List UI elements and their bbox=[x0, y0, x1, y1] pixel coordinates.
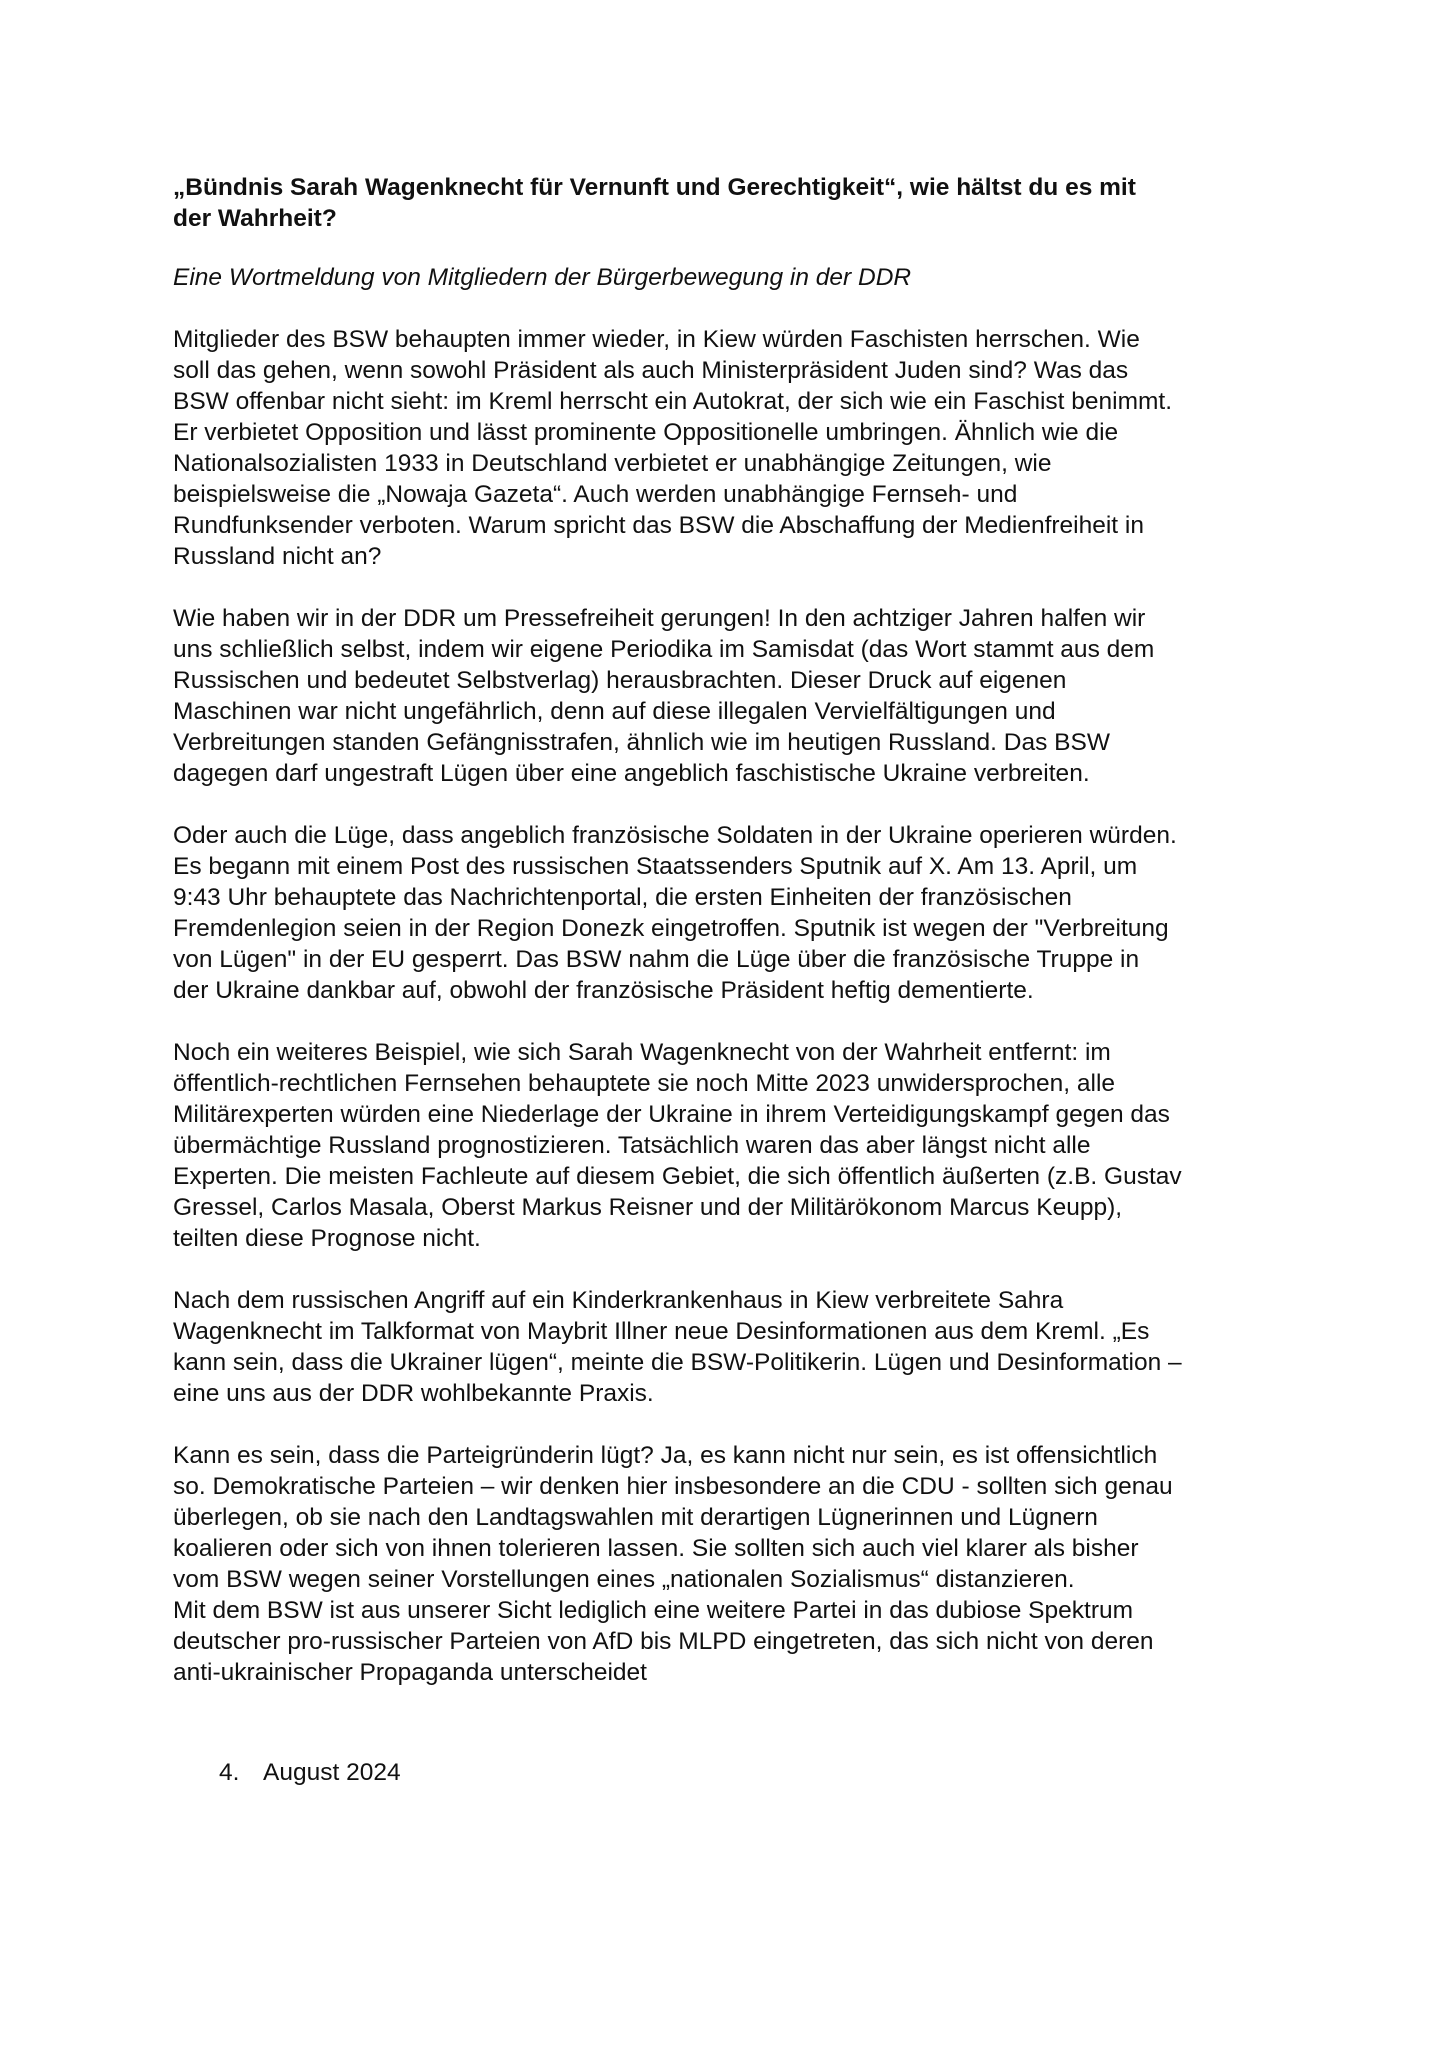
date-text: August 2024 bbox=[263, 1759, 401, 1786]
paragraph-1: Mitglieder des BSW behaupten immer wieder, in Kiew würden Faschisten herrschen. Wie soll das gehen, wenn sowohl Präsident als auch Ministerpräsident Juden sind? Was das BSW offenbar nicht sieht: im Kreml herrscht ein Autokrat, der sich wie ein Faschist benimmt. Er verbietet Opposition und lässt prominente Oppositionelle umbringen. Ähnlich wie die Nationalsozialisten 1933 in Deutschland verbietet er unabhängige Zeitungen, wie beispielsweise die „Nowaja Gazeta“. Auch werden unabhängige Fernseh- und Rundfunksender verboten. Warum spricht das BSW die Abschaffung der Medienfreiheit in Russland nicht an? bbox=[173, 326, 1172, 570]
paragraph-2: Wie haben wir in der DDR um Pressefreiheit gerungen! In den achtziger Jahren halfen wir uns schließlich selbst, indem wir eigene Periodika im Samisdat (das Wort stammt aus dem Russischen und bedeutet Selbstverlag) herausbrachten. Dieser Druck auf eigenen Maschinen war nicht ungefährlich, denn auf diese illegalen Vervielfältigungen und Verbreitungen standen Gefängnisstrafen, ähnlich wie im heutigen Russland. Das BSW dagegen darf ungestraft Lügen über eine angeblich faschistische Ukraine verbreiten. bbox=[173, 605, 1155, 787]
document-page bbox=[173, 172, 1298, 1688]
paragraph-5: Nach dem russischen Angriff auf ein Kinderkrankenhaus in Kiew verbreitete Sahra Wagenknecht im Talkformat von Maybrit Illner neue Desinformationen aus dem Kreml. „Es kann sein, dass die Ukrainer lügen“, meinte die BSW-Politikerin. Lügen und Desinformation – eine uns aus der DDR wohlbekannte Praxis. bbox=[173, 1287, 1182, 1407]
paragraph-3: Oder auch die Lüge, dass angeblich französische Soldaten in der Ukraine operieren würden. Es begann mit einem Post des russischen Staatssenders Sputnik auf X. Am 13. April, um 9:43 Uhr behauptete das Nachrichtenportal, die ersten Einheiten der französischen Fremdenlegion seien in der Region Donezk eingetroffen. Sputnik ist wegen der "Verbreitung von Lügen" in der EU gesperrt. Das BSW nahm die Lüge über die französische Truppe in der Ukraine dankbar auf, obwohl der französische Präsident heftig dementierte. bbox=[173, 822, 1177, 1004]
paragraph-6: Kann es sein, dass die Parteigründerin lügt? Ja, es kann nicht nur sein, es ist offensichtlich so. Demokratische Parteien – wir denken hier insbesondere an die CDU - sollten sich genau überlegen, ob sie nach den Landtagswahlen mit derartigen Lügnerinnen und Lügnern koalieren oder sich von ihnen tolerieren lassen. Sie sollten sich auch viel klarer als bisher vom BSW wegen seiner Vorstellungen eines „nationalen Sozialismus“ distanzieren. bbox=[173, 1442, 1173, 1593]
date-list-number: 4. bbox=[219, 1759, 240, 1786]
document-date bbox=[219, 1757, 401, 1788]
paragraph-7: Mit dem BSW ist aus unserer Sicht lediglich eine weitere Partei in das dubiose Spektrum deutscher pro-russischer Parteien von AfD bis MLPD eingetreten, das sich nicht von deren anti-ukrainischer Propaganda unterscheidet bbox=[173, 1597, 1154, 1686]
document-title: „Bündnis Sarah Wagenknecht für Vernunft und Gerechtigkeit“, wie hältst du es mit der Wahrheit? bbox=[173, 174, 1136, 232]
document-subtitle: Eine Wortmeldung von Mitgliedern der Bürgerbewegung in der DDR bbox=[173, 264, 912, 291]
paragraph-4: Noch ein weiteres Beispiel, wie sich Sarah Wagenknecht von der Wahrheit entfernt: im öffentlich-rechtlichen Fernsehen behauptete sie noch Mitte 2023 unwidersprochen, alle Militärexperten würden eine Niederlage der Ukraine in ihrem Verteidigungskampf gegen das übermächtige Russland prognostizieren. Tatsächlich waren das aber längst nicht alle Experten. Die meisten Fachleute auf diesem Gebiet, die sich öffentlich äußerten (z.B. Gustav Gressel, Carlos Masala, Oberst Markus Reisner und der Militärökonom Marcus Keupp), teilten diese Prognose nicht. bbox=[173, 1039, 1182, 1252]
